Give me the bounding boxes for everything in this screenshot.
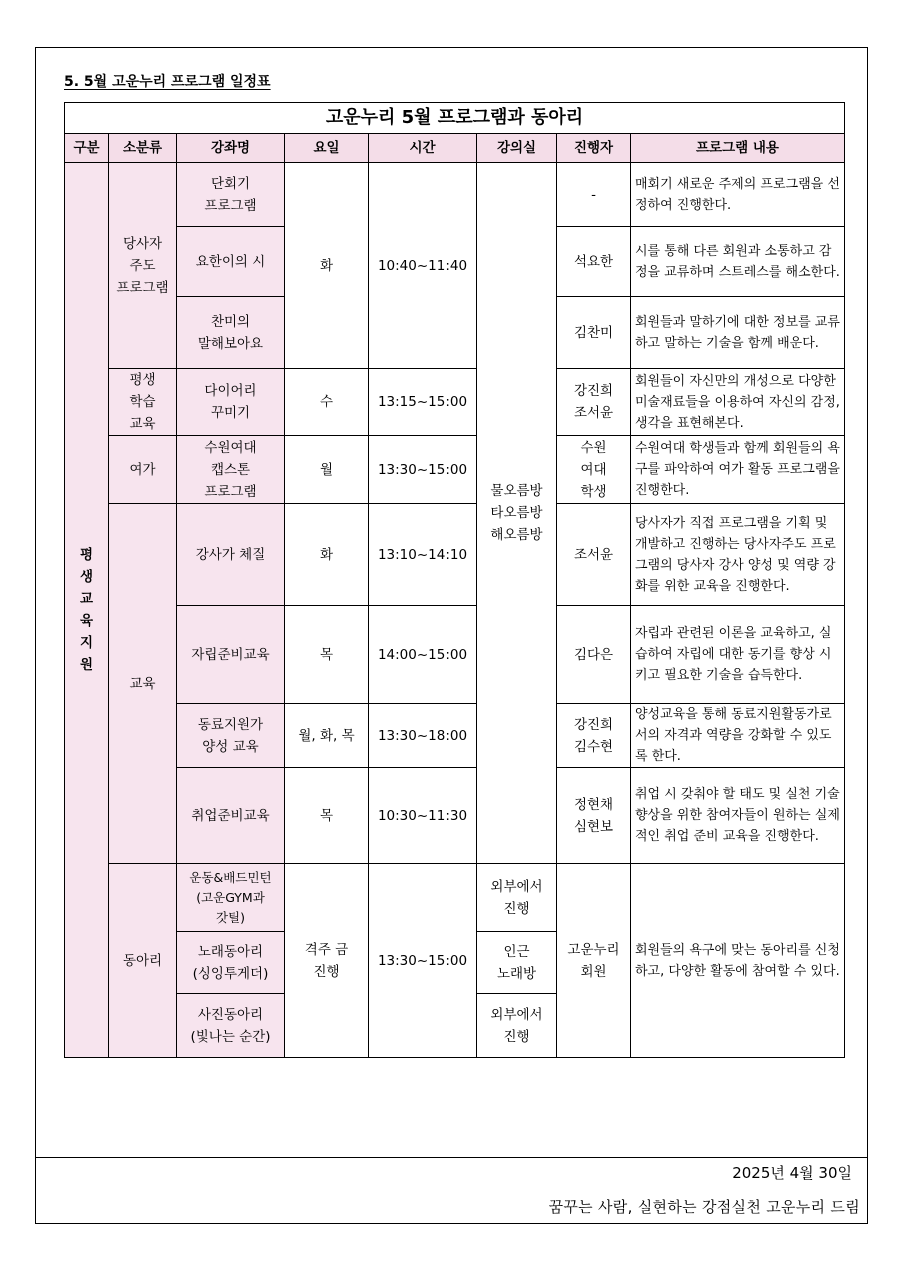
time-cell: 13:30~18:00 xyxy=(369,704,477,768)
footer-divider xyxy=(35,1157,868,1158)
content-cell: 회원들이 자신만의 개성으로 다양한 미술재료들을 이용하여 자신의 감정, 생각을 표현해본다. xyxy=(631,369,845,436)
day-cell: 월, 화, 목 xyxy=(285,704,369,768)
header-cell: 강의실 xyxy=(477,134,557,163)
content-cell: 매회기 새로운 주제의 프로그램을 선정하여 진행한다. xyxy=(631,163,845,227)
course-cell: 단회기 프로그램 xyxy=(177,163,285,227)
content-cell: 취업 시 갖춰야 할 태도 및 실천 기술 향상을 위한 참여자들이 원하는 실제적인 취업 준비 교육을 진행한다. xyxy=(631,768,845,864)
table-row xyxy=(65,369,845,436)
section-title: 5. 5월 고운누리 프로그램 일정표 xyxy=(64,74,271,90)
footer-signature: 꿈꾸는 사람, 실현하는 강점실천 고운누리 드림 xyxy=(548,1198,860,1216)
content-cell: 시를 통해 다른 회원과 소통하고 감정을 교류하며 스트레스를 해소한다. xyxy=(631,227,845,297)
course-cell: 동료지원가 양성 교육 xyxy=(177,704,285,768)
table-row xyxy=(65,606,845,704)
footer-date: 2025년 4월 30일 xyxy=(732,1164,852,1182)
header-cell: 시간 xyxy=(369,134,477,163)
content-cell: 수원여대 학생들과 함께 회원들의 욕구를 파악하여 여가 활동 프로그램을 진행한다. xyxy=(631,436,845,504)
content-cell: 양성교육을 통해 동료지원활동가로서의 자격과 역량을 강화할 수 있도록 한다. xyxy=(631,704,845,768)
table-row xyxy=(65,704,845,768)
time-cell: 14:00~15:00 xyxy=(369,606,477,704)
header-cell: 프로그램 내용 xyxy=(631,134,845,163)
instructor-cell: - xyxy=(557,163,631,227)
category-cell: 동아리 xyxy=(109,864,177,1058)
day-cell: 화 xyxy=(285,163,369,369)
room-cell: 물오름방 타오름방 해오름방 xyxy=(477,163,557,864)
instructor-cell: 수원 여대 학생 xyxy=(557,436,631,504)
course-cell: 운동&배드민턴 (고운GYM과 갓틸) xyxy=(177,864,285,932)
header-cell: 강좌명 xyxy=(177,134,285,163)
instructor-cell: 고운누리 회원 xyxy=(557,864,631,1058)
category-cell: 평생 학습 교육 xyxy=(109,369,177,436)
time-cell: 10:30~11:30 xyxy=(369,768,477,864)
instructor-cell: 조서윤 xyxy=(557,504,631,606)
course-cell: 사진동아리 (빛나는 순간) xyxy=(177,994,285,1058)
day-cell: 월 xyxy=(285,436,369,504)
room-cell: 외부에서 진행 xyxy=(477,864,557,932)
course-cell: 수원여대 캡스톤 프로그램 xyxy=(177,436,285,504)
room-cell: 외부에서 진행 xyxy=(477,994,557,1058)
course-cell: 요한이의 시 xyxy=(177,227,285,297)
table-row xyxy=(65,768,845,864)
header-cell: 소분류 xyxy=(109,134,177,163)
instructor-cell: 김찬미 xyxy=(557,297,631,369)
content-cell: 회원들과 말하기에 대한 정보를 교류하고 말하는 기술을 함께 배운다. xyxy=(631,297,845,369)
table-title: 고운누리 5월 프로그램과 동아리 xyxy=(65,103,845,134)
day-cell: 수 xyxy=(285,369,369,436)
program-schedule-table xyxy=(64,102,845,1058)
category-cell: 당사자 주도 프로그램 xyxy=(109,163,177,369)
category-cell: 여가 xyxy=(109,436,177,504)
instructor-cell: 김다은 xyxy=(557,606,631,704)
day-cell: 목 xyxy=(285,768,369,864)
course-cell: 강사가 체질 xyxy=(177,504,285,606)
instructor-cell: 석요한 xyxy=(557,227,631,297)
header-row xyxy=(65,134,845,163)
course-cell: 자립준비교육 xyxy=(177,606,285,704)
table-row xyxy=(65,864,845,932)
division-cell: 평 생 교 육 지 원 xyxy=(65,163,109,1058)
header-cell: 요일 xyxy=(285,134,369,163)
course-cell: 찬미의 말해보아요 xyxy=(177,297,285,369)
time-cell: 13:15~15:00 xyxy=(369,369,477,436)
instructor-cell: 강진희 김수현 xyxy=(557,704,631,768)
time-cell: 13:10~14:10 xyxy=(369,504,477,606)
header-cell: 진행자 xyxy=(557,134,631,163)
content-cell: 자립과 관련된 이론을 교육하고, 실습하여 자립에 대한 동기를 향상 시키고 필요한 기술을 습득한다. xyxy=(631,606,845,704)
instructor-cell: 강진희 조서윤 xyxy=(557,369,631,436)
category-cell: 교육 xyxy=(109,504,177,864)
table-row xyxy=(65,504,845,606)
header-cell: 구분 xyxy=(65,134,109,163)
room-cell: 인근 노래방 xyxy=(477,932,557,994)
instructor-cell: 정현채 심현보 xyxy=(557,768,631,864)
course-cell: 노래동아리 (싱잉투게더) xyxy=(177,932,285,994)
time-cell: 13:30~15:00 xyxy=(369,864,477,1058)
table-row xyxy=(65,436,845,504)
day-cell: 격주 금 진행 xyxy=(285,864,369,1058)
course-cell: 다이어리 꾸미기 xyxy=(177,369,285,436)
day-cell: 목 xyxy=(285,606,369,704)
content-cell: 당사자가 직접 프로그램을 기획 및 개발하고 진행하는 당사자주도 프로그램의 당사자 강사 양성 및 역량 강화를 위한 교육을 진행한다. xyxy=(631,504,845,606)
day-cell: 화 xyxy=(285,504,369,606)
time-cell: 10:40~11:40 xyxy=(369,163,477,369)
table-row xyxy=(65,163,845,227)
course-cell: 취업준비교육 xyxy=(177,768,285,864)
content-cell: 회원들의 욕구에 맞는 동아리를 신청하고, 다양한 활동에 참여할 수 있다. xyxy=(631,864,845,1058)
time-cell: 13:30~15:00 xyxy=(369,436,477,504)
